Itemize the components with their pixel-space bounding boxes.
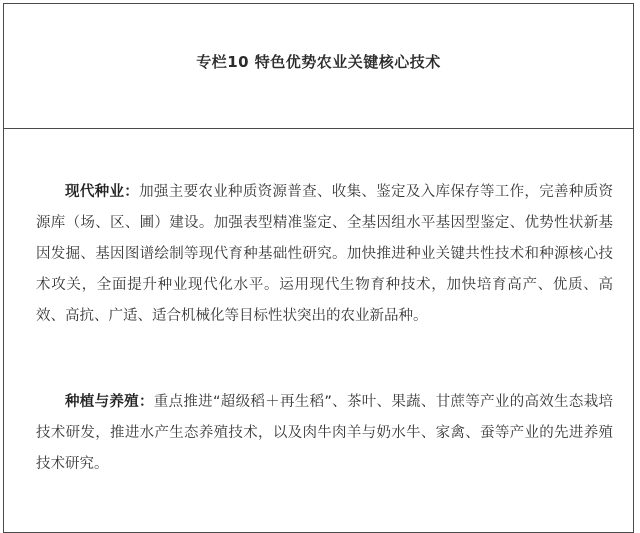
paragraph-planting-breeding: [36, 387, 613, 480]
column-box: [3, 3, 634, 533]
column-content: [4, 129, 633, 480]
paragraph-modern-seed-industry: [36, 177, 613, 332]
paragraph-body: 加强主要农业种质资源普查、收集、鉴定及入库保存等工作，完善种质资源库（场、区、圃）建设。加强表型精准鉴定、全基因组水平基因型鉴定、优势性状新基因发掘、基因图谱绘制等现代育种基础性研究。加快推进种业关键共性技术和种源核心技术攻关，全面提升种业现代化水平。运用现代生物育种技术，加快培育高产、优质、高效、高抗、广适、适合机械化等目标性状突出的农业新品种。: [36, 184, 614, 324]
column-title: 专栏10 特色优势农业关键核心技术: [196, 52, 441, 71]
paragraph-heading: 种植与养殖：: [65, 394, 154, 410]
paragraph-heading: 现代种业：: [65, 184, 140, 200]
paragraph-body: 重点推进“超级稻＋再生稻”、茶叶、果蔬、甘蔗等产业的高效生态栽培技术研发，推进水产生态养殖技术，以及肉牛肉羊与奶水牛、家禽、蚕等产业的先进养殖技术研究。: [36, 394, 613, 472]
title-cell: [4, 4, 633, 129]
